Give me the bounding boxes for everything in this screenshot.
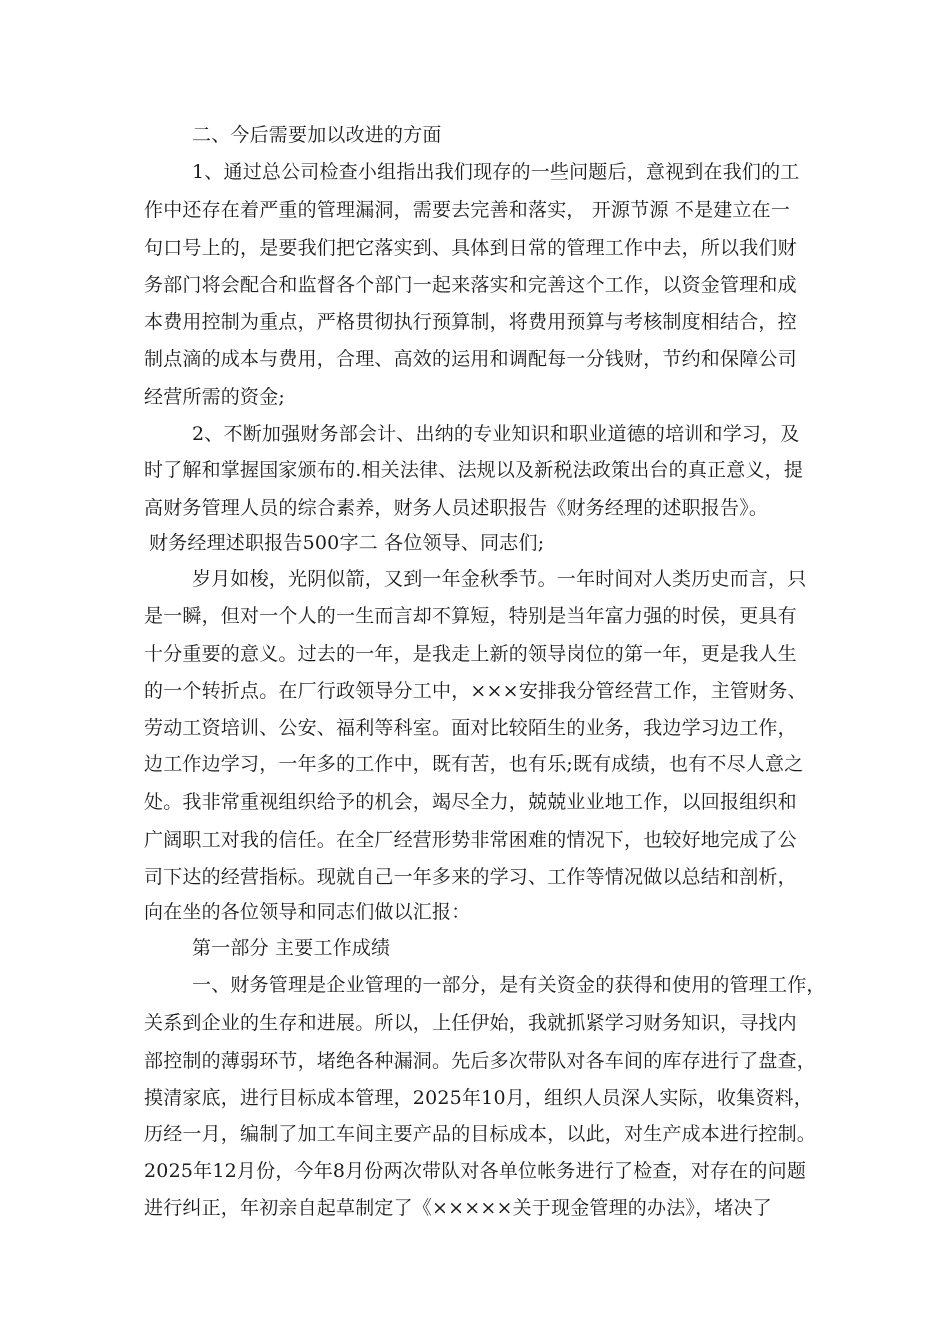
paragraph-line: 边工作边学习，一年多的工作中，既有苦，也有乐;既有成绩，也有不尽人意之 [144, 753, 804, 775]
paragraph-line: 岁月如梭，光阴似箭，又到一年金秋季节。一年时间对人类历史而言，只 [192, 568, 807, 590]
report-title-line: 财务经理述职报告500字二 各位领导、同志们; [149, 532, 545, 554]
paragraph-line: 的一个转折点。在厂行政领导分工中，×××安排我分管经营工作，主管财务、 [144, 680, 807, 702]
paragraph-line: 部控制的薄弱环节，堵绝各种漏洞。先后多次带队对各车间的库存进行了盘查， [144, 1050, 817, 1072]
paragraph-line: 历经一月，编制了加工车间主要产品的目标成本，以此，对生产成本进行控制。 [144, 1123, 817, 1145]
paragraph-line: 摸清家底，进行目标成本管理，2025年10月，组织人员深人实际，收集资料， [144, 1087, 813, 1109]
paragraph-line: 2025年12月份，今年8月份两次带队对各单位帐务进行了检查，对存在的问题 [144, 1160, 807, 1182]
section-heading: 二、今后需要加以改进的方面 [192, 124, 442, 146]
paragraph-line: 十分重要的意义。过去的一年，是我走上新的领导岗位的第一年，更是我人生 [144, 643, 797, 665]
paragraph-line: 劳动工资培训、公安、福利等科室。面对比较陌生的业务，我边学习边工作， [144, 717, 797, 739]
paragraph-line: 本费用控制为重点，严格贯彻执行预算制，将费用预算与考核制度相结合，控 [144, 311, 797, 333]
paragraph-line: 制点滴的成本与费用，合理、高效的运用和调配每一分钱财，节约和保障公司 [144, 348, 797, 370]
paragraph-line: 司下达的经营指标。现就自己一年多来的学习、工作等情况做以总结和剖析， [144, 866, 797, 888]
paragraph-line: 关系到企业的生存和进展。所以，上任伊始，我就抓紧学习财务知识，寻找内 [144, 1012, 797, 1034]
paragraph-line: 2、不断加强财务部会计、出纳的专业知识和职业道德的培训和学习，及 [192, 423, 800, 445]
paragraph-line: 经营所需的资金; [144, 386, 286, 408]
paragraph-line: 向在坐的各位领导和同志们做以汇报： [144, 901, 471, 923]
paragraph-line: 高财务管理人员的综合素养，财务人员述职报告《财务经理的述职报告》。 [144, 497, 769, 519]
paragraph-line: 句口号上的，是要我们把它落实到、具体到日常的管理工作中去，所以我们财 [144, 237, 797, 259]
paragraph-line: 处。我非常重视组织给予的机会，竭尽全力，兢兢业业地工作，以回报组织和 [144, 791, 797, 813]
paragraph-line: 务部门将会配合和监督各个部门一起来落实和完善这个工作，以资金管理和成 [144, 274, 797, 296]
paragraph-line: 广阔职工对我的信任。在全厂经营形势非常困难的情况下，也较好地完成了公 [144, 829, 797, 851]
section-heading: 第一部分 主要工作成绩 [192, 937, 391, 959]
paragraph-line: 进行纠正，年初亲自起草制定了《×××××关于现金管理的办法》，堵决了 [144, 1197, 772, 1219]
paragraph-line: 是一瞬，但对一个人的一生而言却不算短，特别是当年富力强的时侯，更具有 [144, 605, 797, 627]
paragraph-line: 一、财务管理是企业管理的一部分，是有关资金的获得和使用的管理工作， [192, 974, 826, 996]
paragraph-line: 1、通过总公司检查小组指出我们现存的一些问题后，意视到在我们的工 [192, 161, 800, 183]
paragraph-line: 时了解和掌握国家颁布的.相关法律、法规以及新税法政策出台的真正意义，提 [144, 459, 804, 481]
paragraph-line: 作中还存在着严重的管理漏洞，需要去完善和落实， 开源节源 不是建立在一 [144, 199, 791, 221]
